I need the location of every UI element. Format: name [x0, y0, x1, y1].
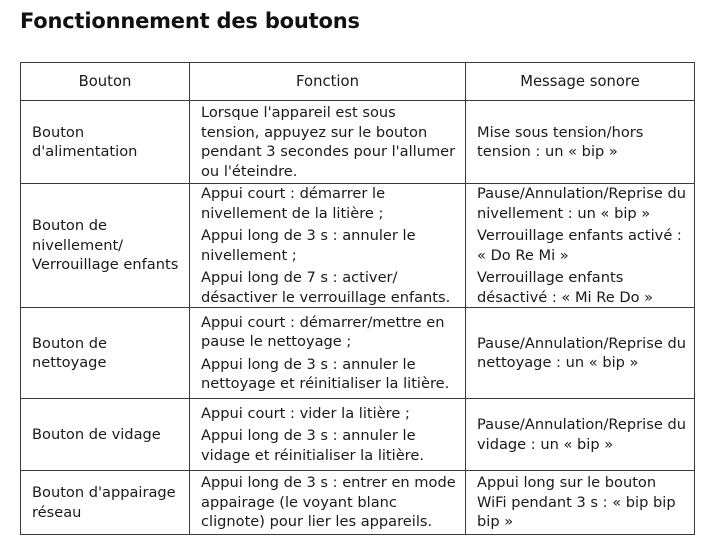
function-cell [190, 308, 466, 399]
function-cell [190, 101, 466, 184]
table-row [21, 184, 695, 308]
button-name-text: Bouton de nettoyage [32, 334, 107, 371]
button-name-text: Bouton d'alimentation [32, 123, 138, 160]
function-text: Appui court : démarrer/mettre en pause le nettoyage ; [201, 313, 445, 350]
table-header-row [21, 63, 695, 101]
page-title: Fonctionnement des boutons [20, 9, 360, 33]
sound-cell [466, 101, 695, 184]
table-row [21, 101, 695, 184]
sound-text: Appui long sur le bouton WiFi pendant 3 s : « bip bip bip » [477, 474, 676, 531]
button-name [21, 101, 190, 184]
sound-cell [466, 471, 695, 535]
function-text: Appui long de 3 s : annuler le nivellement ; [201, 227, 416, 264]
sound-text: Verrouillage enfants activé : « Do Re Mi » [477, 227, 682, 264]
function-text: Lorsque l'appareil est sous tension, appuyez sur le bouton pendant 3 secondes pour l'allumer ou l'éteindre. [201, 104, 456, 180]
sound-text: Verrouillage enfants désactivé : « Mi Re Do » [477, 269, 654, 306]
function-text: Appui court : démarrer le nivellement de la litière ; [201, 185, 386, 222]
header-fonction: Fonction [190, 63, 466, 101]
button-name [21, 471, 190, 535]
sound-text: Pause/Annulation/Reprise du nivellement : un « bip » [477, 185, 686, 222]
function-text: Appui long de 3 s : annuler le vidage et réinitialiser la litière. [201, 427, 424, 464]
button-name-text: Bouton de vidage [32, 425, 161, 443]
header-message-sonore: Message sonore [466, 63, 695, 101]
function-text: Appui long de 7 s : activer/ désactiver le verrouillage enfants. [201, 269, 451, 306]
function-text: Appui long de 3 s : entrer en mode appairage (le voyant blanc clignote) pour lier les appareils. [201, 474, 456, 531]
function-text: Appui court : vider la litière ; [201, 404, 410, 422]
sound-cell [466, 308, 695, 399]
button-name [21, 308, 190, 399]
table-row [21, 471, 695, 535]
button-name-text: Bouton de nivellement/ Verrouillage enfants [32, 217, 179, 274]
table-row [21, 399, 695, 471]
sound-text: Mise sous tension/hors tension : un « bip » [477, 123, 644, 160]
buttons-table [20, 62, 695, 535]
sound-text: Pause/Annulation/Reprise du vidage : un « bip » [477, 416, 686, 453]
sound-text: Pause/Annulation/Reprise du nettoyage : un « bip » [477, 334, 686, 371]
function-cell [190, 399, 466, 471]
header-bouton: Bouton [21, 63, 190, 101]
button-name [21, 184, 190, 308]
button-name [21, 399, 190, 471]
table-row [21, 308, 695, 399]
sound-cell [466, 184, 695, 308]
function-cell [190, 184, 466, 308]
function-text: Appui long de 3 s : annuler le nettoyage et réinitialiser la litière. [201, 355, 450, 392]
sound-cell [466, 399, 695, 471]
function-cell [190, 471, 466, 535]
button-name-text: Bouton d'appairage réseau [32, 484, 176, 521]
